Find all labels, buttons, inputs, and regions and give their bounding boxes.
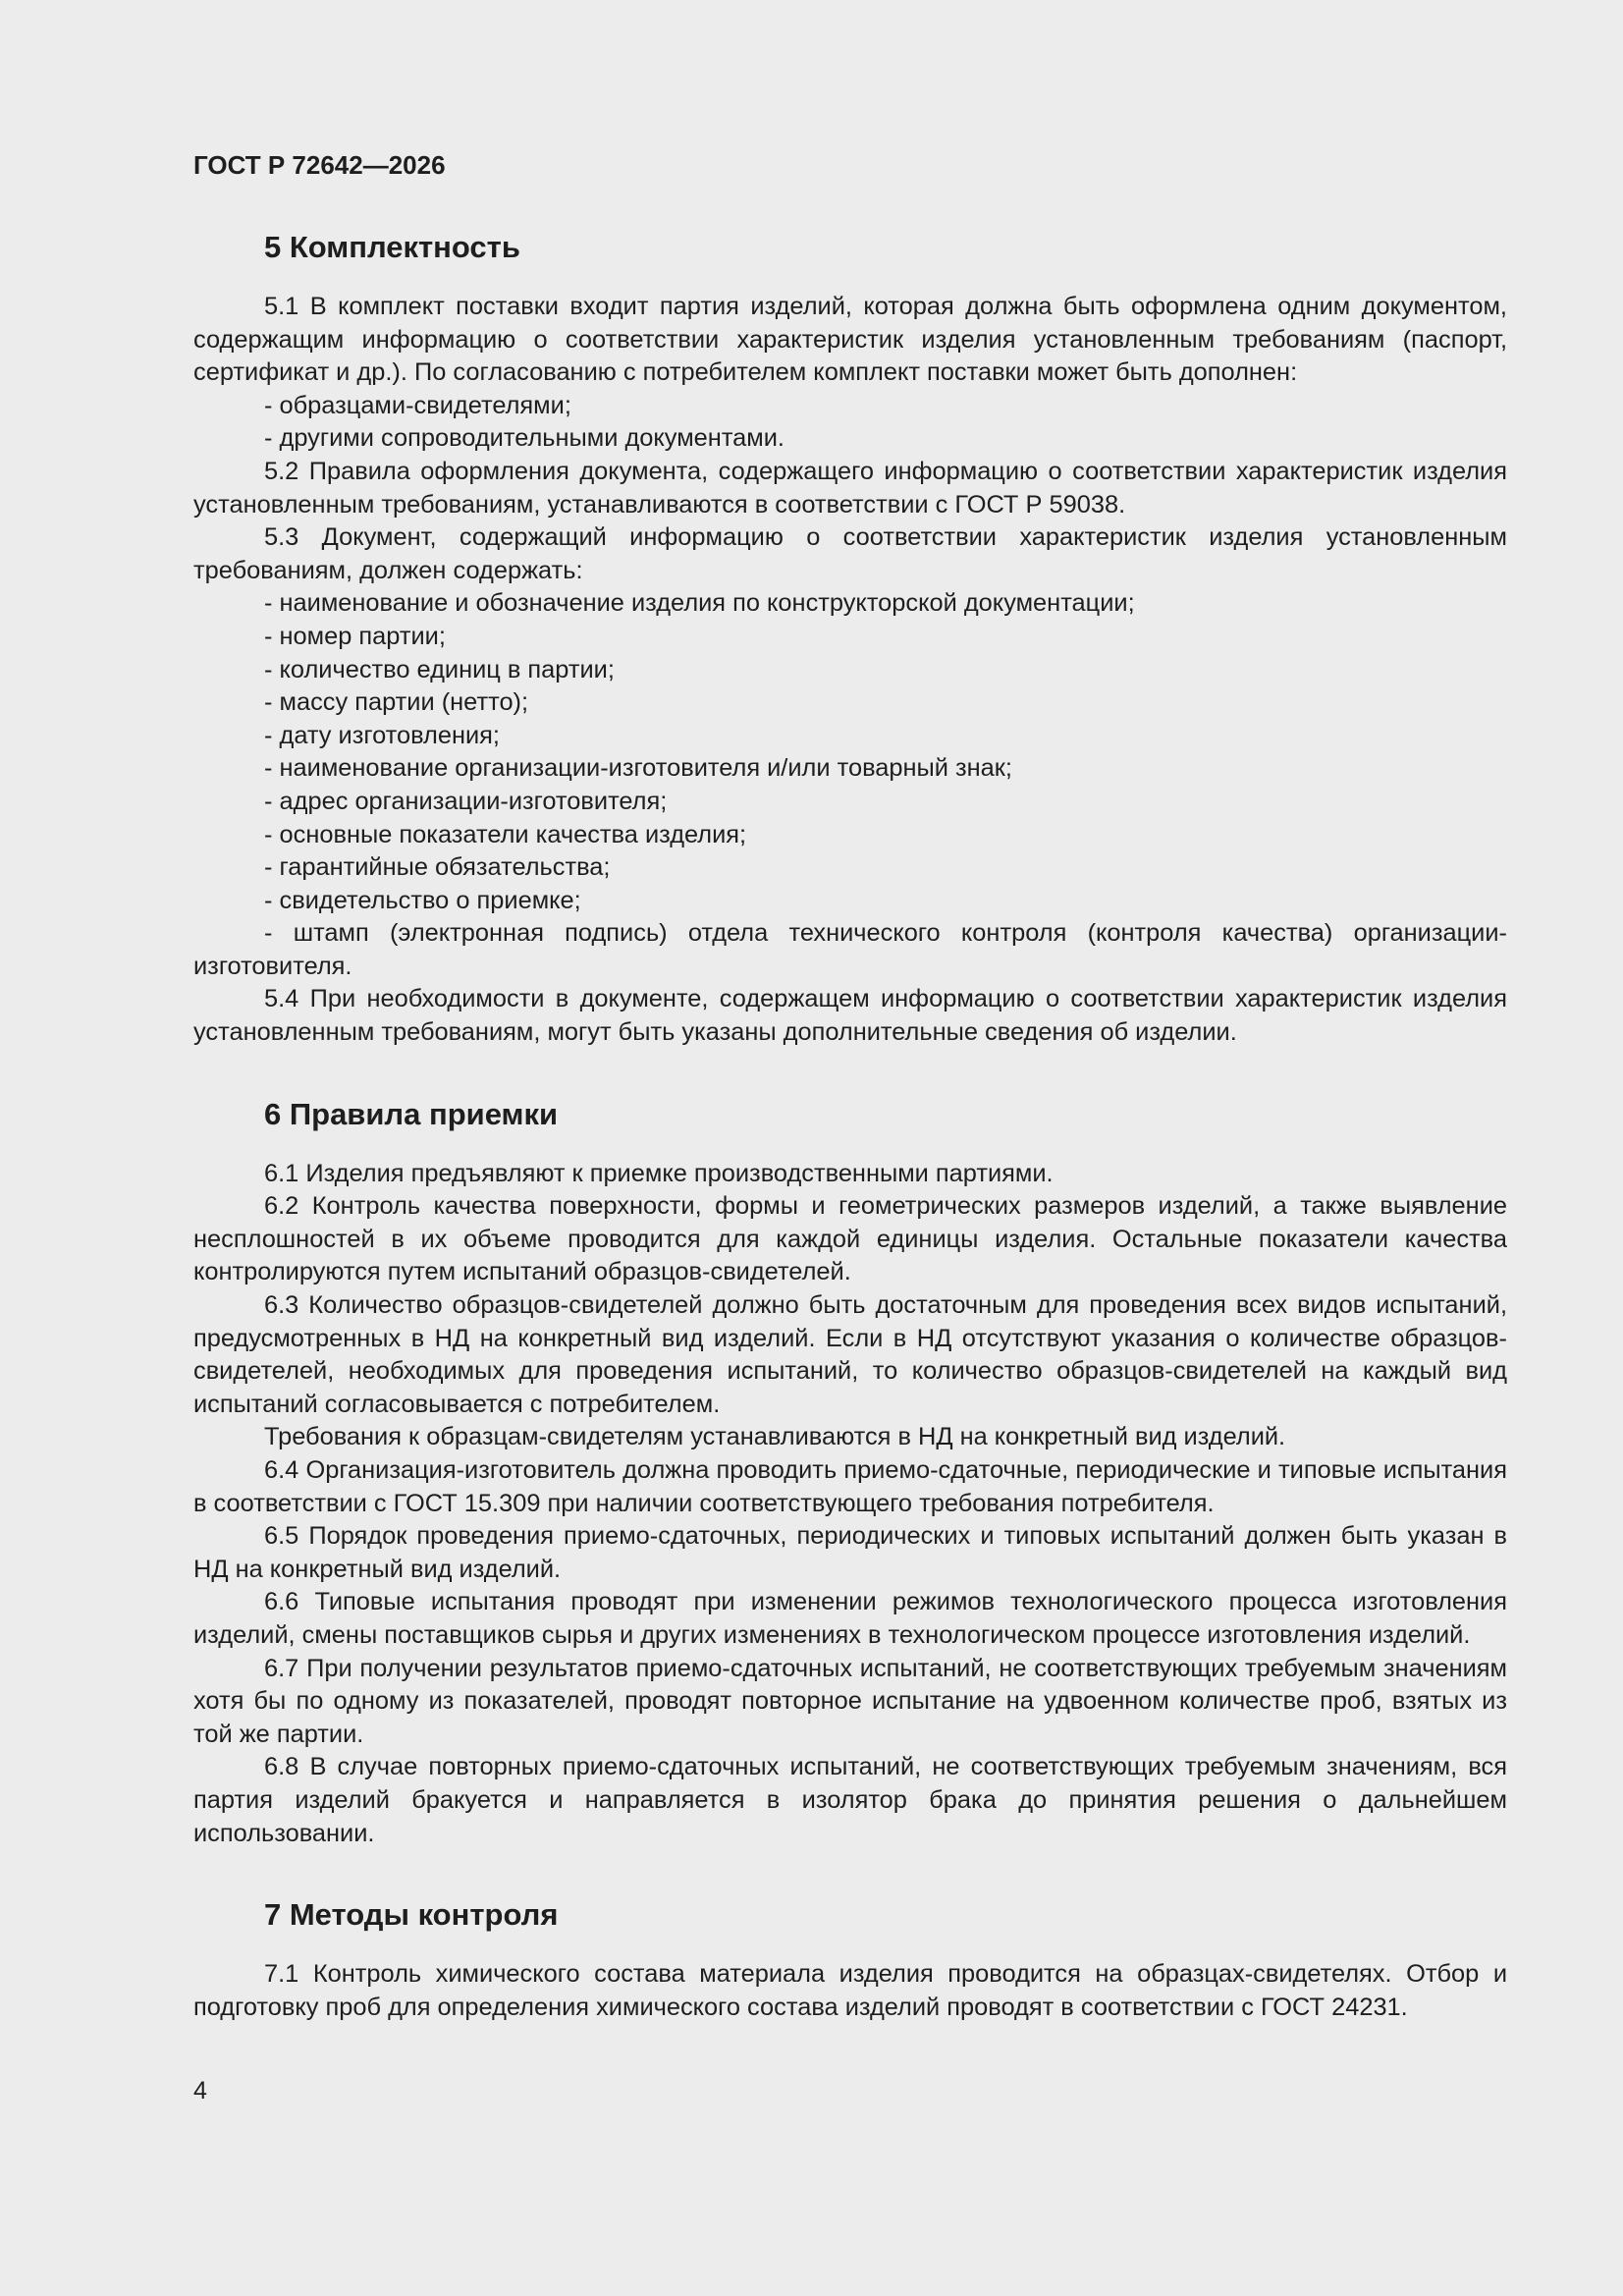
list-item: - адрес организации-изготовителя; [264, 787, 668, 815]
list-item: - свидетельство о приемке; [264, 886, 581, 914]
list-item: - образцами-свидетелями; [264, 391, 571, 419]
section-7-title: 7 Методы контроля [264, 1897, 559, 1933]
section-6 [193, 1095, 1507, 1850]
list-item: - массу партии (нетто); [264, 688, 529, 717]
paragraph-5-4: 5.4 При необходимости в документе, содержащем информацию о соответствии характеристик изделия установленным требованиям, могут быть указаны дополнительные сведения об изделии. [193, 985, 1507, 1047]
list-item: - номер партии; [264, 622, 446, 650]
page-number: 4 [193, 2077, 207, 2105]
paragraph-5-1: 5.1 В комплект поставки входит партия изделий, которая должна быть оформлена одним документом, содержащим информацию о соответствии характеристик изделия установленным требованиям (паспорт, сертификат и др.). По согласованию с потребителем комплект поставки может быть дополнен: [193, 293, 1507, 387]
paragraph-6-3: 6.3 Количество образцов-свидетелей должно быть достаточным для проведения всех видов испытаний, предусмотренных в НД на конкретный вид изделий. Если в НД отсутствуют указания о количестве образцов-свидетелей, необходимых для проведения испытаний, то количество образцов-свидетелей на каждый вид испытаний согласовывается с потребителем. [193, 1291, 1507, 1418]
paragraph-5-2: 5.2 Правила оформления документа, содержащего информацию о соответствии характеристик изделия установленным требованиям, устанавливаются в соответствии с ГОСТ Р 59038. [193, 457, 1507, 519]
paragraph-7-1: 7.1 Контроль химического состава материала изделия проводится на образцах-свидетелях. Отбор и подготовку проб для определения химического состава изделий проводят в соответствии с ГОСТ 24231. [193, 1960, 1507, 2021]
document-header: ГОСТ Р 72642—2026 [193, 150, 446, 180]
paragraph-6-3-requirements: Требования к образцам-свидетелям устанавливаются в НД на конкретный вид изделий. [264, 1423, 1286, 1451]
section-7 [193, 1895, 1507, 2024]
list-item: - количество единиц в партии; [264, 655, 615, 683]
list-item: - наименование организации-изготовителя и/или товарный знак; [264, 754, 1012, 783]
list-item: - гарантийные обязательства; [264, 853, 611, 882]
list-item: - другими сопроводительными документами. [264, 424, 784, 453]
paragraph-6-5: 6.5 Порядок проведения приемо-сдаточных, периодических и типовых испытаний должен быть указан в НД на конкретный вид изделий. [193, 1522, 1507, 1583]
paragraph-6-7: 6.7 При получении результатов приемо-сдаточных испытаний, не соответствующих требуемым значениям хотя бы по одному из показателей, проводят повторное испытание на удвоенном количестве проб, взятых из той же партии. [193, 1654, 1507, 1748]
paragraph-5-3: 5.3 Документ, содержащий информацию о соответствии характеристик изделия установленным требованиям, должен содержать: [193, 523, 1507, 584]
paragraph-6-8: 6.8 В случае повторных приемо-сдаточных испытаний, не соответствующих требуемым значениям, вся партия изделий бракуется и направляется в изолятор брака до принятия решения о дальнейшем использовании. [193, 1753, 1507, 1847]
paragraph-6-2: 6.2 Контроль качества поверхности, формы и геометрических размеров изделий, а также выявление несплошностей в их объеме проводится для каждой единицы изделия. Остальные показатели качества контролируются путем испытаний образцов-свидетелей. [193, 1192, 1507, 1286]
list-item: - наименование и обозначение изделия по конструкторской документации; [264, 589, 1135, 618]
section-5-title: 5 Комплектность [264, 230, 520, 264]
section-5 [193, 228, 1507, 1050]
list-item: - штамп (электронная подпись) отдела технического контроля (контроля качества) организации-изготовителя. [193, 919, 1507, 980]
list-item: - дату изготовления; [264, 721, 500, 749]
paragraph-6-1: 6.1 Изделия предъявляют к приемке производственными партиями. [264, 1159, 1054, 1187]
list-item: - основные показатели качества изделия; [264, 820, 747, 848]
paragraph-6-6: 6.6 Типовые испытания проводят при изменении режимов технологического процесса изготовления изделий, смены поставщиков сырья и других изменениях в технологическом процессе изготовления изделий. [193, 1588, 1507, 1649]
section-6-title: 6 Правила приемки [264, 1096, 559, 1131]
document-page [193, 145, 1507, 2024]
paragraph-6-4: 6.4 Организация-изготовитель должна проводить приемо-сдаточные, периодические и типовые испытания в соответствии с ГОСТ 15.309 при наличии соответствующего требования потребителя. [193, 1456, 1507, 1517]
